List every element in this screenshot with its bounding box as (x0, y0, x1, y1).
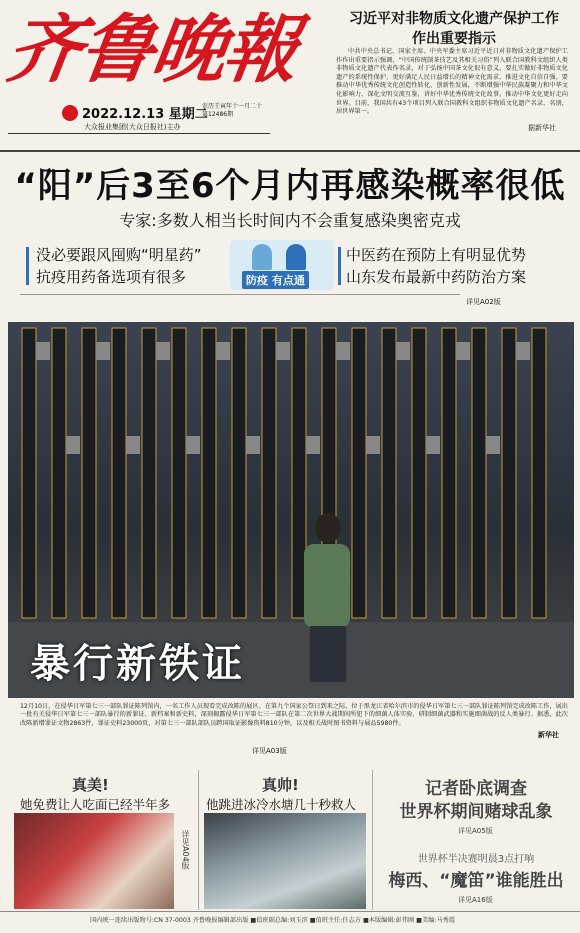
lead-story-title-line1[interactable]: 习近平对非物质文化遗产保护工作 (349, 11, 559, 27)
lead-story-body: 中共中央总书记、国家主席、中央军委主席习近平近日对非物质文化遗产保护工作作出重要指示强调，“中国传统制茶技艺及其相关习俗”列入联合国教科文组织人类非物质文化遗产代表作名录，对于弘扬中国茶文化很有意义。要扎实做好非物质文化遗产的系统性保护，更好满足人民日益增长的精神文化需求，推进文化自信自强。要推动中华优秀传统文化创造性转化、创新性发展，不断增强中华民族凝聚力和中华文化影响力，深化文明交流互鉴，讲好中华优秀传统文化故事，推动中华文化更好走向世界。目前，我国共有43个项目列入联合国教科文组织非物质文化遗产名录、名册，居世界第一。 (336, 48, 568, 116)
bottom-divider-1 (198, 770, 199, 910)
bottom-divider-2 (372, 770, 373, 910)
person-icon (252, 244, 272, 270)
right-story-line2[interactable]: 山东发布最新中药防治方案 (346, 268, 527, 286)
photo-caption: 12月10日，在侵华日军第七三一部队罪证陈列馆内，一名工作人员现看完成改陈的展区。在第九个国家公祭日到来之际，位于黑龙江省哈尔滨市的侵华日军第七三一部队罪证陈列馆完成改陈工作，展出一批有关侵华日军第七三一部队暴行的新罪证、新档案和新史料，深刻揭露侵华日军第七三一部队在第二次世界大战期间所犯下的细菌人体实验、研制细菌武器和实施细菌战的反人类暴行。据悉，此次改陈新增罪证文物2863件，罪证史料23000页，对第七三一部队部队员跨国取证影像资料810分钟，以及相关战时图书资料与展品5980件。 (20, 703, 568, 727)
main-headline[interactable]: “阳”后3至6个月内再感染概率很低 (14, 166, 566, 206)
sub-headline: 专家:多数人相当长时间内不会重复感染奥密克戎 (119, 211, 461, 230)
lead-story-source: 据新华社 (528, 124, 556, 132)
left-story-line1[interactable]: 没必要跟风囤购“明星药” (36, 246, 202, 264)
right2-title[interactable]: 梅西、“魔笛”谁能胜出 (388, 871, 564, 891)
lead-story-title-line2[interactable]: 作出重要指示 (412, 31, 496, 47)
box2-title[interactable]: 他跳进冰冷水塘几十秒救人 (206, 797, 357, 812)
left-accent-bar (26, 247, 29, 285)
see-page-a05[interactable]: 详见A05版 (458, 827, 493, 835)
issue-date: 2022.12.13 星期二 (82, 107, 208, 122)
epidemic-badge (230, 240, 334, 290)
right1-line1[interactable]: 记者卧底调查 (425, 779, 527, 799)
top-divider (0, 150, 580, 152)
see-page-a16[interactable]: 详见A16版 (458, 896, 493, 904)
left-story-line2[interactable]: 抗疫用药备选项有很多 (36, 268, 187, 286)
see-page-a03[interactable]: 详见A03版 (252, 747, 287, 755)
footer-credits: 国内统一连续出版物号:CN 37-0003 齐鲁晚报编辑部出版 ■值班副总编:刘玉滨 ■值班主任:任志方 ■本版编辑:彭伟刚 ■美编:马秀霞 (90, 917, 456, 924)
right1-line2[interactable]: 世界杯期间赌球乱象 (399, 802, 553, 822)
masthead-title: 齐鲁晚報 (1, 7, 303, 93)
footer-divider (0, 911, 580, 912)
box1-title[interactable]: 她免费让人吃面已经半年多 (20, 797, 171, 812)
masthead-divider (8, 133, 270, 134)
newspaper-logo-icon (62, 105, 78, 121)
photo-source: 新华社 (538, 731, 559, 739)
badge-label: 防疫 有点通 (242, 271, 309, 289)
box1-page-ref[interactable]: 详见A04版 (181, 830, 190, 870)
visitor-figure (304, 513, 350, 682)
photo-overlay-title: 暴行新铁证 (30, 641, 245, 687)
publisher: 大众报业集团(大众日报社)主办 (84, 123, 181, 131)
box1-kicker: 真美! (72, 776, 109, 794)
right2-kicker: 世界杯半决赛明晨3点打响 (417, 854, 535, 865)
person-icon (286, 244, 306, 270)
box2-photo (204, 813, 366, 909)
see-page-a02[interactable]: 详见A02版 (466, 298, 501, 306)
right-story-line1[interactable]: 中医药在预防上有明显优势 (346, 246, 527, 264)
right-accent-bar (338, 247, 341, 285)
box2-kicker: 真帅! (262, 776, 299, 794)
box1-photo (14, 813, 174, 909)
headline-divider (20, 294, 460, 295)
lunar-date: 农历壬寅年十一月二十 第12486期 (202, 103, 263, 118)
